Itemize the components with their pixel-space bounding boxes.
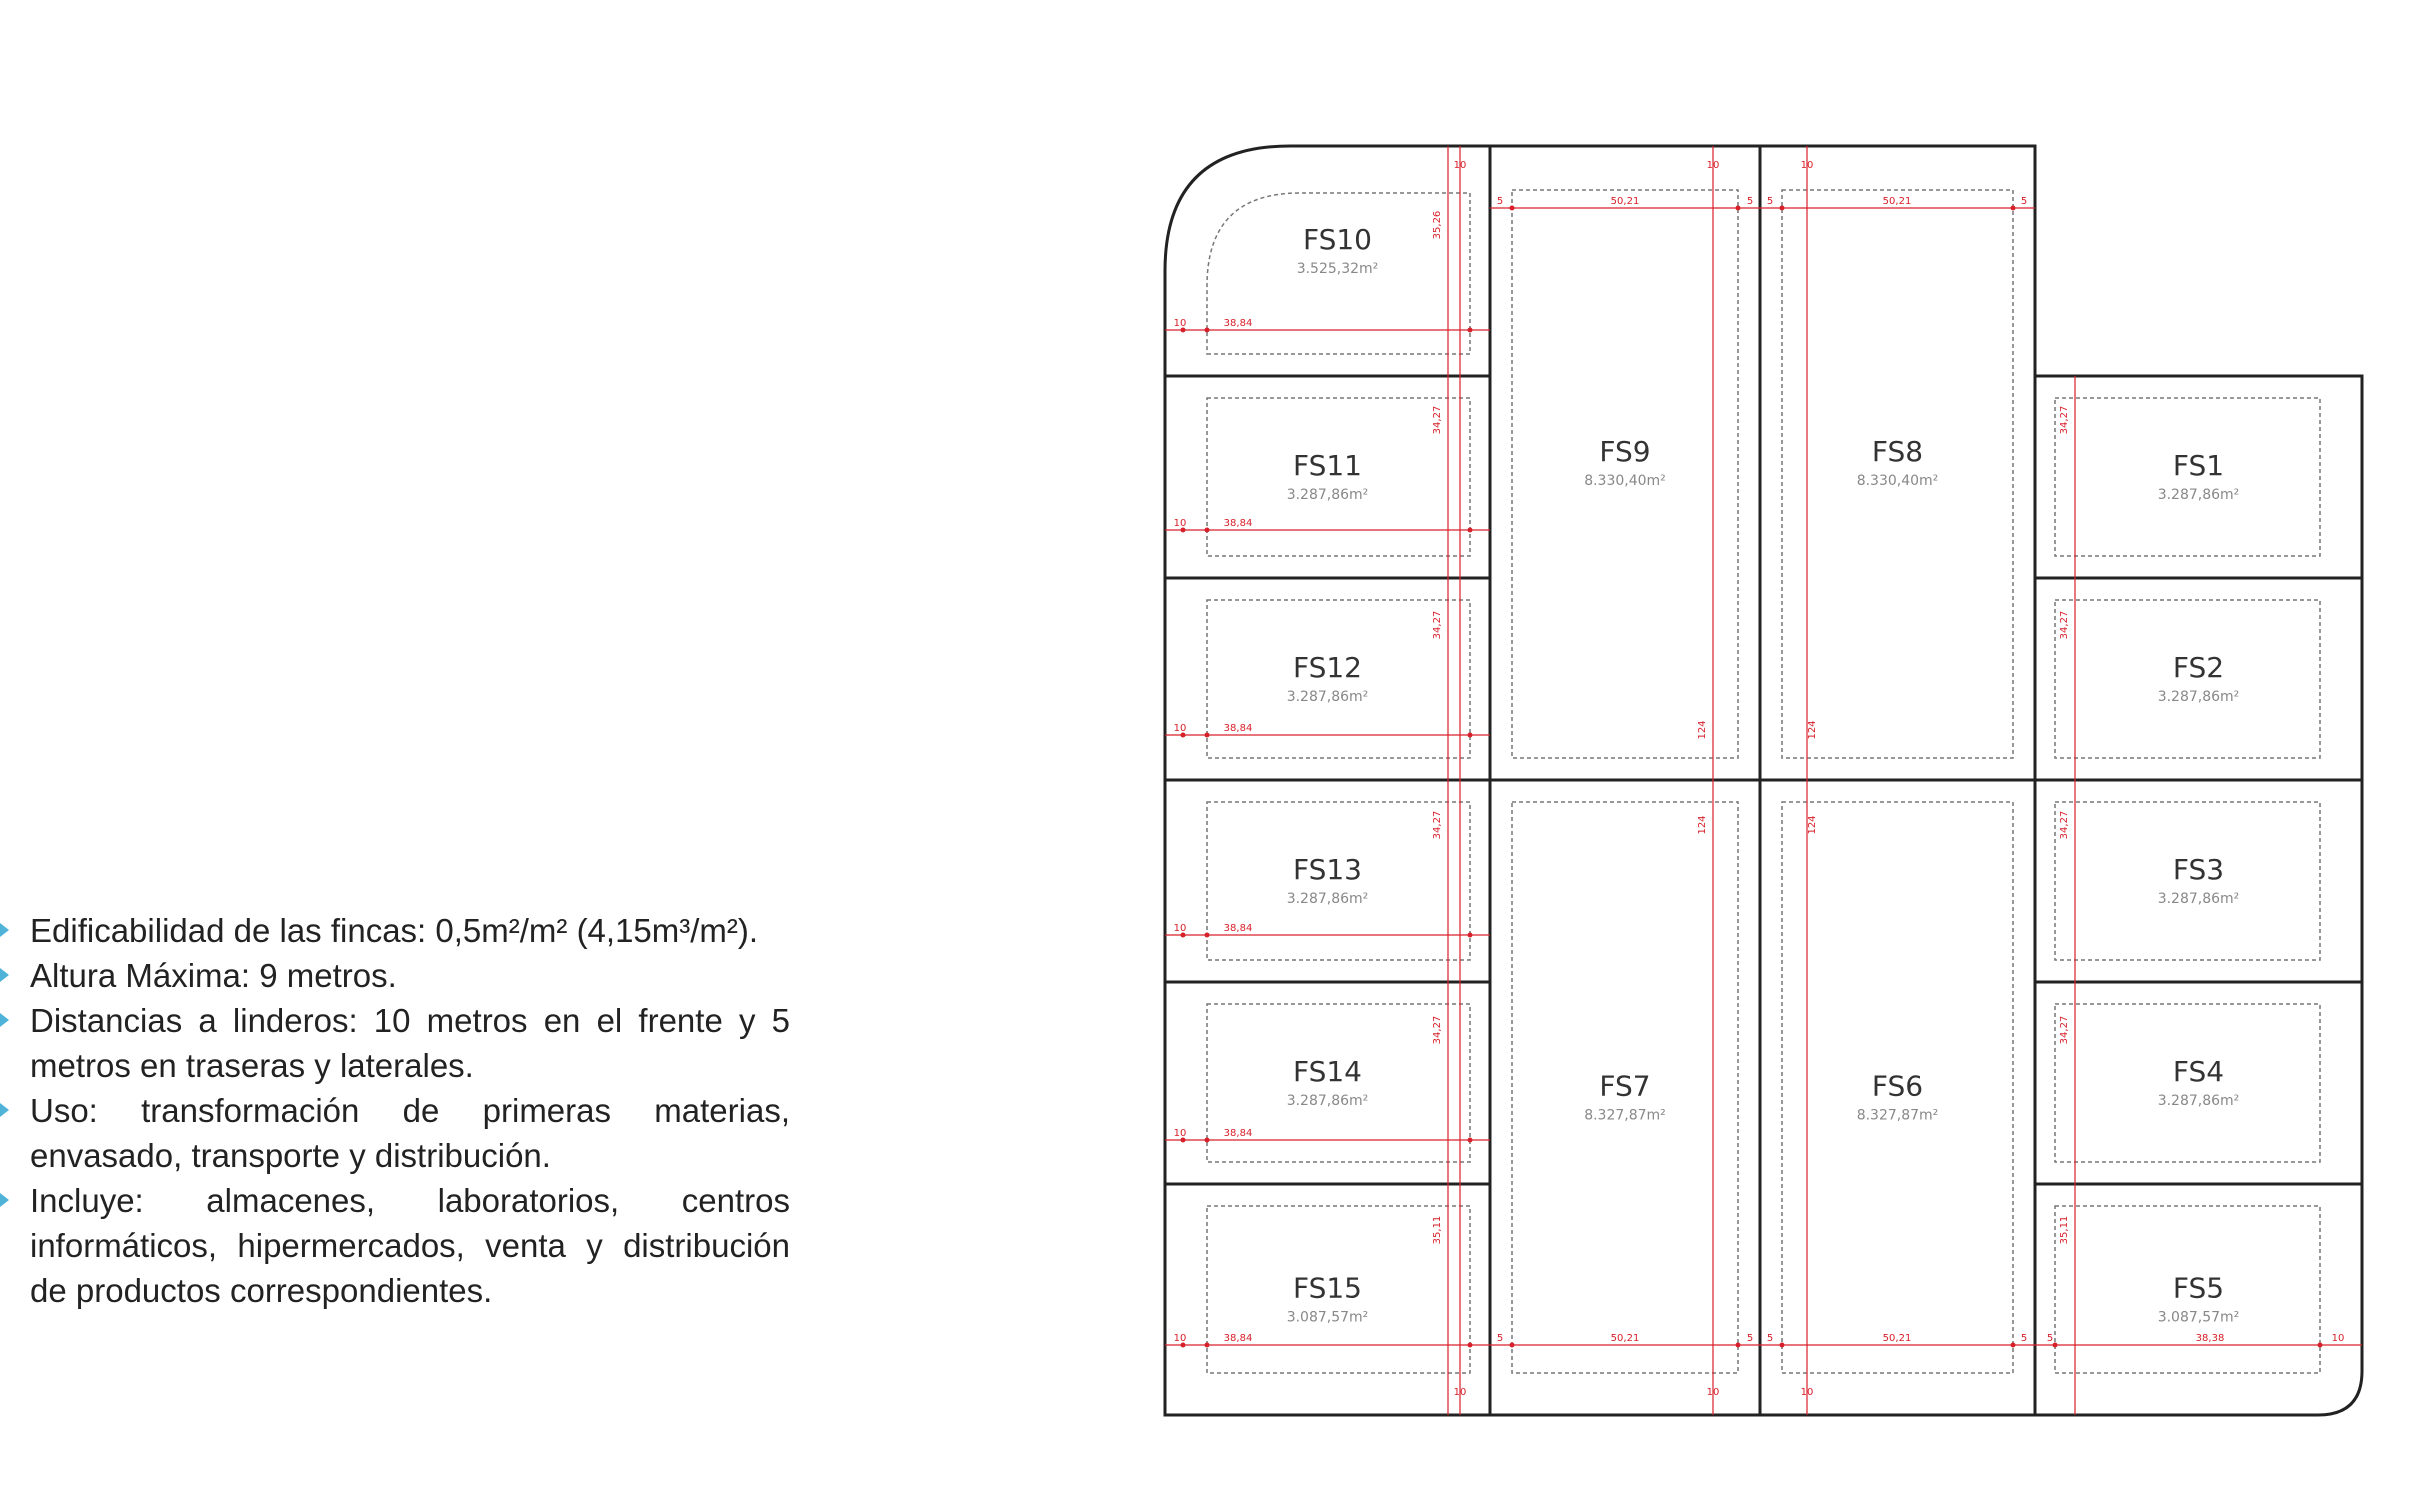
dimension-text: 34,27 <box>1432 405 1443 435</box>
dimension-text: 5 <box>1766 1333 1774 1344</box>
dimension-text: 50,21 <box>1610 196 1640 207</box>
dimension-text: 35,11 <box>2059 1215 2070 1245</box>
dimension-text: 10 <box>1706 160 1720 171</box>
plot-fs12 <box>1207 600 1470 758</box>
dimension-text: 10 <box>1800 160 1814 171</box>
dimension-text: 50,21 <box>1882 196 1912 207</box>
dimension-tick <box>1780 206 1785 211</box>
plot-label: FS4 <box>2172 1055 2225 1088</box>
plot-label: FS9 <box>1599 435 1651 468</box>
plot-fs2 <box>2055 600 2320 758</box>
dimension-text: 10 <box>2331 1333 2345 1344</box>
plot-area: 8.330,40m² <box>1584 473 1666 489</box>
dimension-text: 50,21 <box>1610 1333 1640 1344</box>
spec-text: Altura Máxima: 9 metros. <box>30 957 397 994</box>
dimension-text: 10 <box>1453 160 1467 171</box>
dimension-text: 10 <box>1800 1387 1814 1398</box>
dimension-tick <box>1468 1343 1473 1348</box>
plot-label: FS12 <box>1292 651 1363 684</box>
plot-label: FS11 <box>1292 449 1363 482</box>
dimension-tick <box>1205 1138 1210 1143</box>
plot-area: 3.287,86m² <box>2157 891 2240 907</box>
plot-area: 3.287,86m² <box>1286 689 1369 705</box>
dimension-text: 124 <box>1697 720 1708 740</box>
dimension-text: 5 <box>2020 1333 2028 1344</box>
plot-area: 3.287,86m² <box>2157 487 2240 503</box>
dimension-text: 10 <box>1173 923 1187 934</box>
dimension-text: 5 <box>1746 1333 1754 1344</box>
dimension-tick <box>1780 1343 1785 1348</box>
plot-area: 8.327,87m² <box>1856 1107 1939 1124</box>
dimension-tick <box>1468 528 1473 533</box>
dimension-tick <box>1468 733 1473 738</box>
dimension-text: 38,84 <box>1223 518 1253 529</box>
dimension-text: 124 <box>1807 815 1818 835</box>
plot-area: 3.087,57m² <box>1286 1309 1369 1326</box>
dimension-text: 34,27 <box>1432 1015 1443 1045</box>
plot-label: FS15 <box>1292 1271 1363 1305</box>
dimension-text: 10 <box>1173 1333 1187 1344</box>
dimension-tick <box>1468 933 1473 938</box>
dimension-tick <box>1736 206 1741 211</box>
dimension-text: 5 <box>1746 196 1754 207</box>
dimension-tick <box>1205 1343 1210 1348</box>
plot-fs8 <box>1782 190 2013 758</box>
plot-fs1 <box>2055 398 2320 556</box>
dimension-tick <box>1205 328 1210 333</box>
dimension-text: 34,27 <box>2059 405 2070 435</box>
dimension-text: 34,27 <box>2059 610 2070 640</box>
plot-area: 3.287,86m² <box>1286 891 1369 907</box>
dimension-tick <box>1736 1343 1741 1348</box>
spec-text: Edificabilidad de las fincas: 0,5m²/m² (4,15m³/m²). <box>30 912 759 949</box>
plot-label: FS7 <box>1599 1069 1651 1103</box>
dimension-text: 35,26 <box>1432 210 1443 240</box>
plot-label: FS2 <box>2172 651 2225 684</box>
dimension-text: 10 <box>1173 318 1187 329</box>
dimension-tick <box>1205 528 1210 533</box>
dimension-tick <box>2011 206 2016 211</box>
plot-fs3 <box>2055 802 2320 960</box>
dimension-tick <box>1205 933 1210 938</box>
dimension-tick <box>2011 1343 2016 1348</box>
plot-area: 3.525,32m² <box>1296 261 1379 277</box>
plot-area: 3.287,86m² <box>1286 1093 1369 1109</box>
plot-label: FS14 <box>1292 1055 1363 1088</box>
dimension-text: 124 <box>1807 720 1818 740</box>
plot-fs11 <box>1207 398 1470 556</box>
plot-fs7 <box>1512 802 1738 1373</box>
plot-label: FS6 <box>1871 1069 1924 1103</box>
plot-fs6 <box>1782 802 2013 1373</box>
dimension-text: 38,84 <box>1223 923 1253 934</box>
dimension-tick <box>1468 1138 1473 1143</box>
dimension-text: 5 <box>1496 1333 1504 1344</box>
dimension-text: 34,27 <box>2059 1015 2070 1045</box>
dimension-text: 38,84 <box>1223 318 1253 329</box>
plot-label: FS1 <box>2172 449 2225 482</box>
dimension-text: 34,27 <box>1432 810 1443 840</box>
plot-area: 8.330,40m² <box>1856 473 1939 489</box>
plot-area: 3.087,57m² <box>2157 1309 2240 1326</box>
plot-area: 3.287,86m² <box>2157 689 2240 705</box>
spec-text: Distancias a linderos: 10 metros en el frente y 5 metros en traseras y laterales. <box>30 1002 790 1084</box>
plot-area: 8.327,87m² <box>1584 1107 1666 1124</box>
dimension-text: 50,21 <box>1882 1333 1912 1344</box>
dimension-text: 5 <box>2046 1333 2054 1344</box>
plot-area: 3.287,86m² <box>1286 487 1369 503</box>
plot-fs4 <box>2055 1004 2320 1162</box>
dimension-tick <box>2318 1343 2323 1348</box>
dimension-text: 10 <box>1173 723 1187 734</box>
plot-fs10 <box>1297 223 1379 277</box>
dimension-text: 38,84 <box>1223 1128 1253 1139</box>
plot-fs9 <box>1512 190 1738 758</box>
dimension-text: 38,84 <box>1223 723 1253 734</box>
dimension-tick <box>1468 328 1473 333</box>
dimension-text: 10 <box>1173 518 1187 529</box>
dimension-text: 34,27 <box>1432 610 1443 640</box>
dimension-text: 5 <box>1496 196 1504 207</box>
plot-label: FS13 <box>1292 853 1363 886</box>
spec-text: Incluye: almacenes, laboratorios, centros informáticos, hipermercados, venta y distribución de productos correspondientes. <box>30 1182 790 1309</box>
plot-fs5 <box>2055 1206 2320 1373</box>
dimension-tick <box>1205 733 1210 738</box>
dimension-text: 5 <box>2020 196 2028 207</box>
plot-fs13 <box>1207 802 1470 960</box>
dimension-text: 34,27 <box>2059 810 2070 840</box>
plot-area: 3.287,86m² <box>2157 1093 2240 1109</box>
dimension-text: 5 <box>1766 196 1774 207</box>
dimension-text: 10 <box>1706 1387 1720 1398</box>
dimension-tick <box>1510 1343 1515 1348</box>
dimension-text: 10 <box>1453 1387 1467 1398</box>
plot-label: FS5 <box>2172 1271 2225 1305</box>
plot-label: FS3 <box>2172 853 2225 886</box>
dimension-text: 10 <box>1173 1128 1187 1139</box>
plot-label: FS8 <box>1871 435 1924 468</box>
dimension-text: 35,11 <box>1432 1215 1443 1245</box>
dimension-text: 38,38 <box>2195 1333 2225 1344</box>
dimension-tick <box>1510 206 1515 211</box>
plot-fs15 <box>1207 1206 1470 1373</box>
dimension-text: 124 <box>1697 815 1708 835</box>
plot-label: FS10 <box>1302 223 1373 256</box>
dimension-text: 38,84 <box>1223 1333 1253 1344</box>
spec-text: Uso: transformación de primeras materias, envasado, transporte y distribución. <box>30 1092 790 1174</box>
dimension-tick <box>2053 1343 2058 1348</box>
